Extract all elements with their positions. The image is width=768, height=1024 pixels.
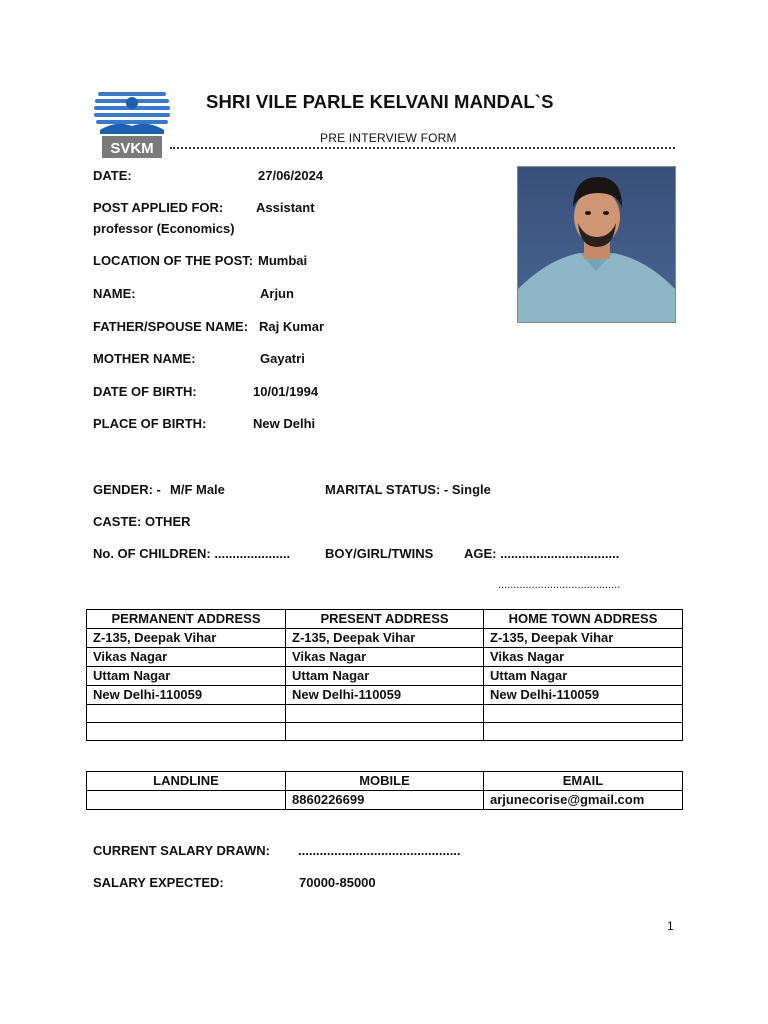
header-present-address: PRESENT ADDRESS: [286, 610, 484, 629]
table-row: [87, 686, 683, 705]
age: AGE: .................................: [464, 546, 620, 561]
form-title: PRE INTERVIEW FORM: [320, 131, 457, 145]
location-value: Mumbai: [258, 253, 308, 268]
marital-status: MARITAL STATUS: - Single: [325, 482, 491, 497]
table-cell: [286, 723, 484, 741]
table-cell: Uttam Nagar: [484, 667, 683, 686]
age-continuation: ........................................: [498, 579, 621, 591]
place-of-birth-label: PLACE OF BIRTH:: [93, 416, 207, 431]
gender-value: M/F Male: [170, 482, 225, 497]
location-label: LOCATION OF THE POST:: [93, 253, 254, 268]
organization-title: SHRI VILE PARLE KELVANI MANDAL`S: [206, 91, 554, 112]
logo-text: SVKM: [110, 140, 154, 157]
boy-girl-twins: BOY/GIRL/TWINS: [325, 546, 434, 561]
dob-value: 10/01/1994: [253, 384, 319, 399]
table-row: [87, 629, 683, 648]
table-cell: [286, 705, 484, 723]
table-cell: Vikas Nagar: [87, 648, 286, 667]
current-salary-label: CURRENT SALARY DRAWN:: [93, 843, 270, 858]
dob-label: DATE OF BIRTH:: [93, 384, 197, 399]
father-spouse-label: FATHER/SPOUSE NAME:: [93, 319, 249, 334]
header-permanent-address: PERMANENT ADDRESS: [87, 610, 286, 629]
post-applied-value-continued: professor (Economics): [93, 221, 235, 236]
table-cell: [484, 723, 683, 741]
email-value: arjunecorise@gmail.com: [484, 791, 683, 810]
header-landline: LANDLINE: [87, 772, 286, 791]
table-row: [87, 648, 683, 667]
place-of-birth-value: New Delhi: [253, 416, 316, 431]
father-spouse-value: Raj Kumar: [259, 319, 325, 334]
header-mobile: MOBILE: [286, 772, 484, 791]
contact-table: [86, 771, 683, 810]
table-row: [87, 723, 683, 741]
table-cell: New Delhi-110059: [286, 686, 484, 705]
table-cell: [87, 723, 286, 741]
header-email: EMAIL: [484, 772, 683, 791]
expected-salary-label: SALARY EXPECTED:: [93, 875, 224, 890]
date-value: 27/06/2024: [258, 168, 324, 183]
table-row: [87, 705, 683, 723]
table-row: [87, 791, 683, 810]
post-applied-label: POST APPLIED FOR:: [93, 200, 224, 215]
table-cell: Vikas Nagar: [286, 648, 484, 667]
name-value: Arjun: [260, 286, 294, 301]
date-label: DATE:: [93, 168, 132, 183]
number-of-children: No. OF CHILDREN: .....................: [93, 546, 291, 561]
mobile-value: 8860226699: [286, 791, 484, 810]
table-cell: Z-135, Deepak Vihar: [87, 629, 286, 648]
mother-name-label: MOTHER NAME:: [93, 351, 196, 366]
address-table: [86, 609, 683, 741]
landline-value: [87, 791, 286, 810]
table-header-row: [87, 610, 683, 629]
expected-salary-value: 70000-85000: [299, 875, 376, 890]
table-cell: [484, 705, 683, 723]
table-header-row: [87, 772, 683, 791]
gender-label: GENDER: -: [93, 482, 161, 497]
name-label: NAME:: [93, 286, 136, 301]
table-cell: Z-135, Deepak Vihar: [484, 629, 683, 648]
table-cell: Z-135, Deepak Vihar: [286, 629, 484, 648]
table-cell: New Delhi-110059: [87, 686, 286, 705]
current-salary-value: .............................................: [298, 843, 461, 858]
table-cell: [87, 705, 286, 723]
applicant-photo: [517, 166, 676, 323]
header-home-town-address: HOME TOWN ADDRESS: [484, 610, 683, 629]
mother-name-value: Gayatri: [260, 351, 305, 366]
table-cell: Vikas Nagar: [484, 648, 683, 667]
table-cell: New Delhi-110059: [484, 686, 683, 705]
table-cell: Uttam Nagar: [286, 667, 484, 686]
svkm-logo: [92, 86, 172, 162]
title-divider: [170, 147, 675, 149]
table-row: [87, 667, 683, 686]
table-cell: Uttam Nagar: [87, 667, 286, 686]
post-applied-value: Assistant: [256, 200, 315, 215]
caste: CASTE: OTHER: [93, 514, 191, 529]
page-number: 1: [667, 919, 674, 933]
